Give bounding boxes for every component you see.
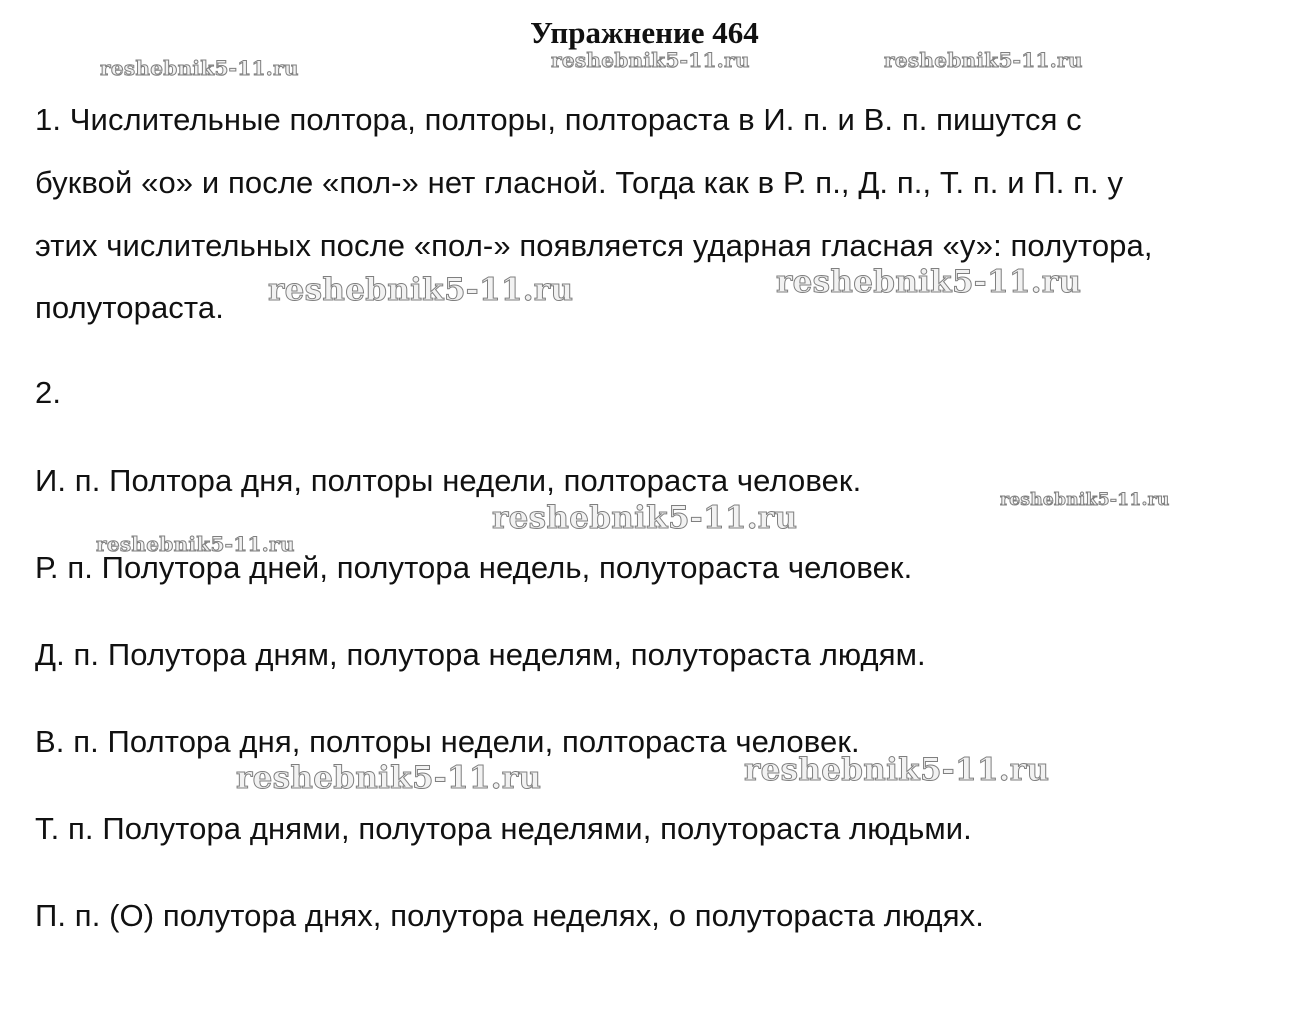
case-dative: Д. п. Полутора дням, полутора неделям, полутораста людям. [35, 637, 926, 672]
case-nominative: И. п. Полтора дня, полторы недели, полтораста человек. [35, 463, 862, 498]
case-instrumental: Т. п. Полутора днями, полутора неделями, полутораста людьми. [35, 811, 972, 846]
watermark: reshebnik5-11.ru [744, 752, 1050, 788]
watermark: reshebnik5-11.ru [236, 760, 542, 796]
watermark: reshebnik5-11.ru [776, 264, 1082, 300]
section-2-label: 2. [35, 375, 62, 410]
page-title: Упражнение 464 [530, 15, 759, 50]
paragraph-1-line-1: 1. Числительные полтора, полторы, полтораста в И. п. и В. п. пишутся с [35, 102, 1082, 137]
case-accusative: В. п. Полтора дня, полторы недели, полтораста человек. [35, 724, 860, 759]
watermark: reshebnik5-11.ru [551, 48, 750, 72]
watermark: reshebnik5-11.ru [1000, 490, 1170, 510]
watermark: reshebnik5-11.ru [96, 532, 295, 556]
watermark: reshebnik5-11.ru [884, 48, 1083, 72]
watermark: reshebnik5-11.ru [492, 500, 798, 536]
paragraph-1-line-4: полутораста. [35, 290, 224, 325]
case-prepositional: П. п. (О) полутора днях, полутора неделях, о полутораста людях. [35, 898, 984, 933]
paragraph-1-line-3: этих числительных после «пол-» появляется ударная гласная «у»: полутора, [35, 228, 1153, 263]
watermark: reshebnik5-11.ru [268, 272, 574, 308]
paragraph-1-line-2: буквой «о» и после «пол-» нет гласной. Тогда как в Р. п., Д. п., Т. п. и П. п. у [35, 165, 1124, 200]
case-genitive: Р. п. Полутора дней, полутора недель, полутораста человек. [35, 550, 913, 585]
watermark: reshebnik5-11.ru [100, 56, 299, 80]
